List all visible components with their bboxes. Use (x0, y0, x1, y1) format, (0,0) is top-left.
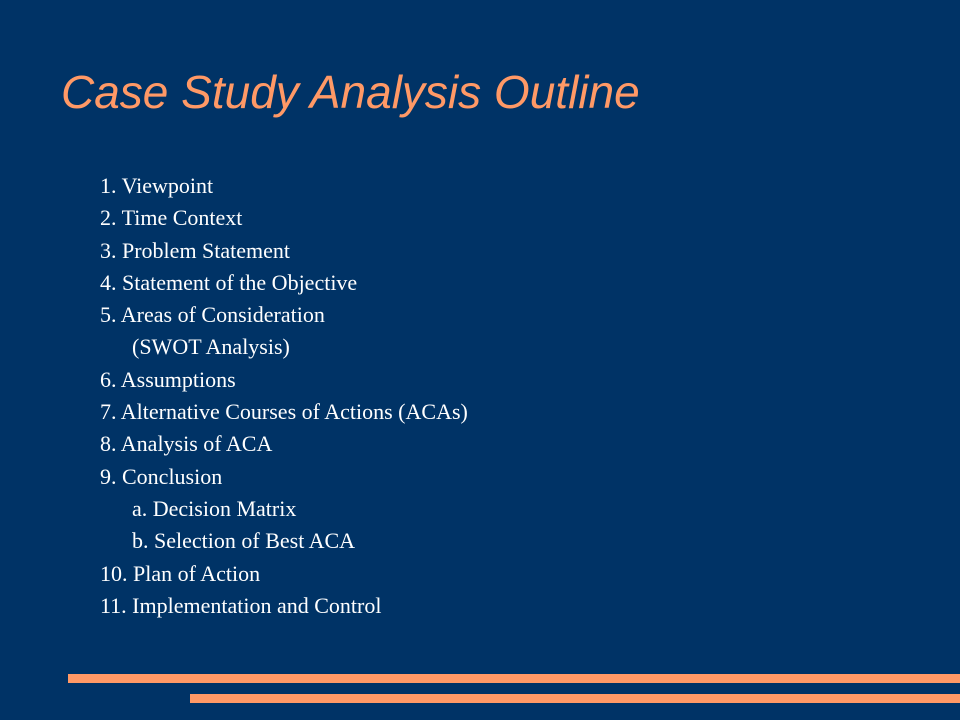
outline-item-viewpoint: 1. Viewpoint (100, 173, 214, 198)
accent-bar-bottom (190, 694, 960, 703)
outline-list (100, 170, 468, 622)
accent-bar-top (68, 674, 960, 683)
outline-item-time-context: 2. Time Context (100, 205, 243, 231)
outline-subitem-best-aca: b. Selection of Best ACA (132, 528, 356, 554)
outline-item-areas-of-consideration: 5. Areas of Consideration (100, 302, 325, 328)
outline-item-assumptions: 6. Assumptions (100, 366, 236, 392)
outline-subitem-decision-matrix: a. Decision Matrix (132, 495, 297, 521)
outline-item-plan-of-action: 10. Plan of Action (100, 560, 261, 586)
outline-item-problem-statement: 3. Problem Statement (100, 237, 291, 263)
outline-subitem-swot: (SWOT Analysis) (132, 334, 290, 360)
outline-item-alternative-courses: 7. Alternative Courses of Actions (ACAs) (100, 399, 468, 425)
outline-item-analysis-of-aca: 8. Analysis of ACA (100, 431, 273, 457)
outline-item-objective: 4. Statement of the Objective (100, 269, 358, 295)
slide-title: Case Study Analysis Outline (61, 66, 640, 118)
outline-item-conclusion: 9. Conclusion (100, 463, 223, 489)
outline-item-implementation-control: 11. Implementation and Control (100, 592, 382, 618)
